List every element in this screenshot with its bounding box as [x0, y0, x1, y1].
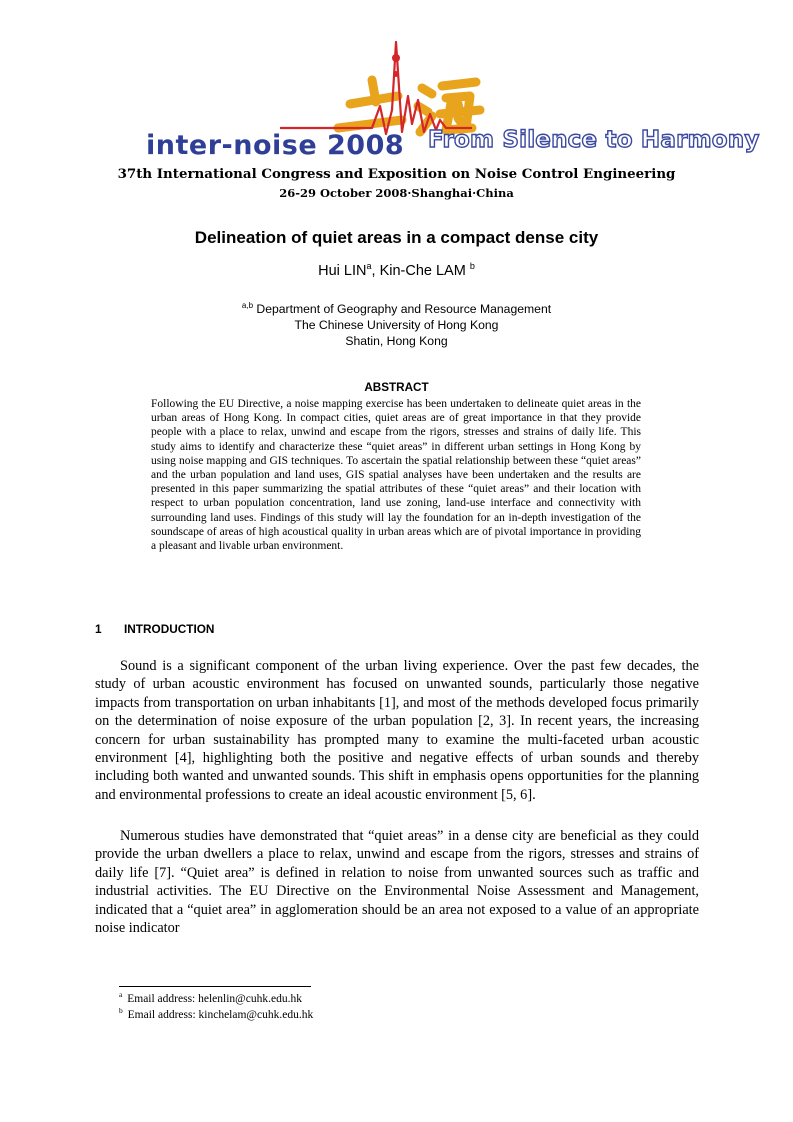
affiliation-mark: a,b: [241, 300, 254, 310]
author-name: , Kin-Che LAM: [371, 263, 470, 279]
conference-dates: 26-29 October 2008·Shanghai·China: [279, 186, 514, 200]
conference-logo: [140, 40, 760, 165]
body-paragraph: Sound is a significant component of the urban living experience. Over the past few decades, the study of urban acoustic environment has focused on unwanted sounds, particularly those negative impacts from transportation on urban inhabitants [1], and most of the methods developed focus primarily on the determination of noise exposure of the urban population [2, 3]. In recent years, the increasing concern for urban sustainability has prompted many to examine the multi-faceted urban acoustic environment [4], highlighting both the positive and negative effects of urban sounds and thereby including both wanted and unwanted sounds. This shift in emphasis opens opportunities for the planning and environmental professions to create an ideal acoustic environment [5, 6].: [95, 658, 699, 803]
author-affil-mark: b: [469, 261, 475, 272]
footnote-divider: [119, 986, 311, 987]
footnote-text: Email address: helenlin@cuhk.edu.hk: [124, 993, 302, 1005]
abstract-heading: ABSTRACT: [364, 381, 429, 394]
affiliation-line: [0, 301, 793, 317]
affiliation: [0, 301, 793, 349]
author-name: Hui LIN: [318, 263, 367, 279]
conference-title: 37th International Congress and Exposition on Noise Control Engineering: [117, 166, 676, 182]
footnote-mark: a: [119, 990, 123, 1000]
logo-slogan: From Silence to Harmony: [428, 127, 760, 153]
logo-wordmark: inter-noise 2008: [146, 130, 405, 161]
footnote-mark: b: [119, 1006, 123, 1016]
footnote-text: Email address: kinchelam@cuhk.edu.hk: [124, 1009, 314, 1021]
author-line: [0, 263, 793, 279]
body-paragraph: Numerous studies have demonstrated that “quiet areas” in a dense city are beneficial as they could provide the urban dwellers a place to relax, unwind and escape from the rigors, stresses and strains of daily life [7]. “Quiet area” is defined in relation to noise from unwanted sources such as traffic and industrial activities. The EU Directive on the Environmental Noise Assessment and Management, indicated that a “quiet area” in agglomeration should be an area not exposed to a value of an appropriate noise indicator: [95, 828, 699, 937]
affiliation-line: The Chinese University of Hong Kong: [294, 318, 499, 332]
section-heading: [95, 622, 214, 636]
section-title: INTRODUCTION: [124, 622, 215, 636]
section-number: 1: [95, 622, 102, 636]
footnote: [119, 1006, 314, 1021]
footnote: [119, 990, 302, 1005]
paper-title: Delineation of quiet areas in a compact dense city: [194, 228, 599, 247]
abstract-text: Following the EU Directive, a noise mapping exercise has been undertaken to delineate quiet areas in the urban areas of Hong Kong. In compact cities, quiet areas are of great importance in that they provide people with a place to relax, unwind and escape from the rigors, stresses and strains of daily life. This study aims to identify and characterize these “quiet areas” in different urban settings in Hong Kong by using noise mapping and GIS techniques. To ascertain the spatial relationship between these “quiet areas” and the urban population and land uses, GIS spatial analyses have been undertaken and the results are presented in this paper summarizing the spatial attributes of these “quiet areas” and their location with respect to urban population concentration, land use zoning, land-use interface and connectivity with surrounding land uses. Findings of this study will lay the foundation for an in-depth investigation of the soundscape of areas of high acoustical quality in urban areas which are of pivotal importance in providing a pleasant and livable urban environment.: [151, 398, 641, 553]
author-affil-mark: a: [366, 261, 372, 272]
affiliation-department: Department of Geography and Resource Management: [253, 302, 552, 316]
affiliation-line: Shatin, Hong Kong: [345, 334, 448, 348]
